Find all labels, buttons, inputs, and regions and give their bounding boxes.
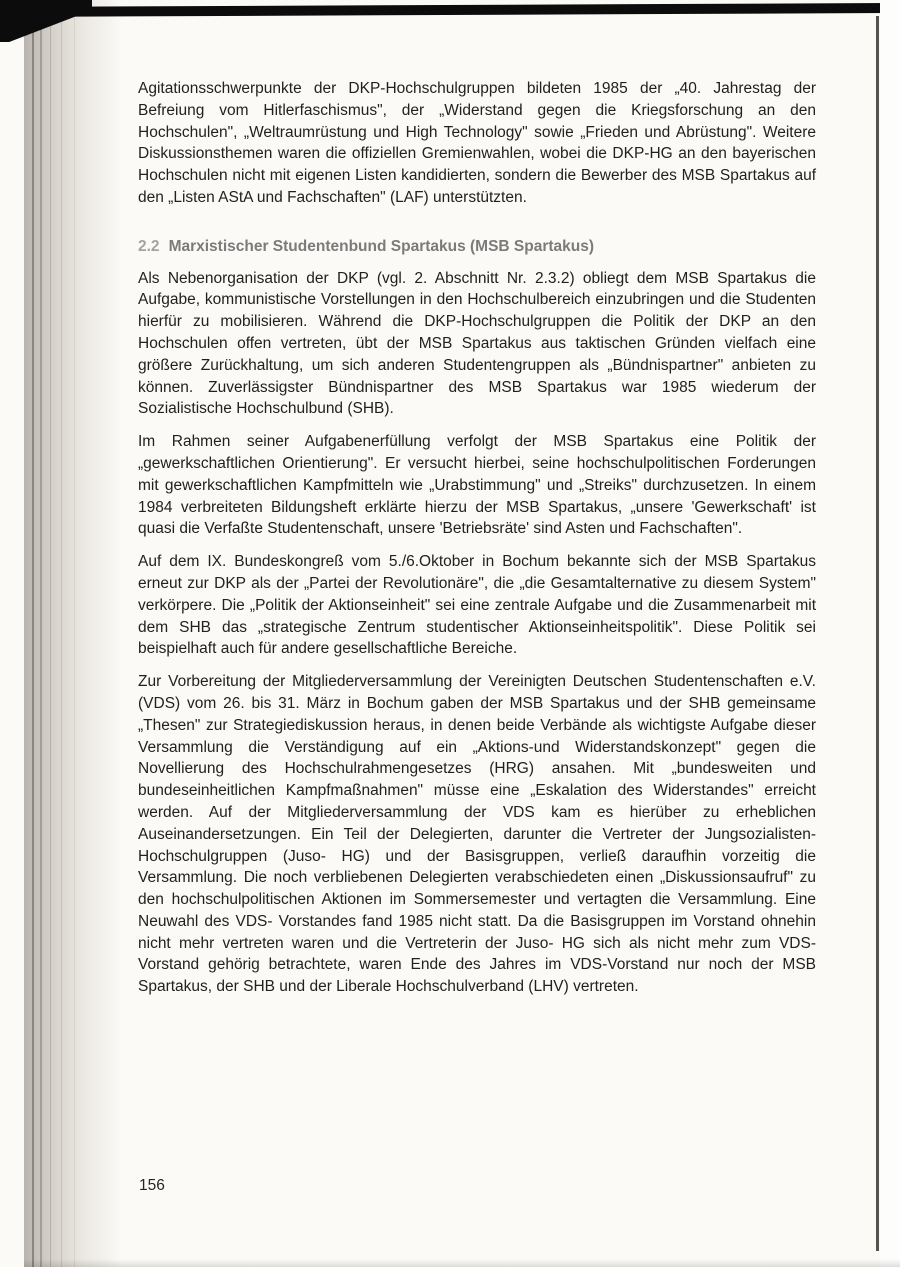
paragraph: Zur Vorbereitung der Mitgliederversammlung der Vereinigten Deutschen Studentenschaften e.V. (VDS) vom 26. bis 31. März in Bochum gaben der MSB Spartakus und der SHB gemeinsame „Thesen" zur Strategiediskussion heraus, in denen beide Verbände als wichtigste Aufgabe dieser Versammlung die Verständigung auf ein „Aktions-und Widerstandskonzept" gegen die Novellierung des Hochschulrahmengesetzes (HRG) ansahen. Mit „bundesweiten und bundeseinheitlichen Kampfmaßnahmen" müsse eine „Eskalation des Widerstandes" erreicht werden. Auf der Mitgliederversammlung der VDS kam es hierüber zu erheblichen Auseinandersetzungen. Ein Teil der Delegierten, darunter die Vertreter der Jungsozialisten-Hochschulgruppen (Juso- HG) und der Basisgruppen, verließ daraufhin vorzeitig die Versammlung. Die noch verbliebenen Delegierten verabschiedeten einen „Diskussionsaufruf" zu den hochschulpolitischen Aktionen im Sommersemester und vertagten die Versammlung. Eine Neuwahl des VDS- Vorstandes fand 1985 nicht statt. Da die Basisgruppen im Vorstand ohnehin nicht mehr vertreten waren und die Vertreterin der Juso- HG sich als nicht mehr zum VDS-Vorstand gehörig betrachtete, waren Ende des Jahres im VDS-Vorstand nur noch der MSB Spartakus, der SHB und der Liberale Hochschulverband (LHV) vertreten. — [138, 673, 816, 996]
scan-right-margin — [880, 0, 900, 1267]
binding-streak — [61, 0, 62, 1267]
section-title: Marxistischer Studentenbund Spartakus (MSB Spartakus) — [168, 237, 595, 255]
paragraph: Im Rahmen seiner Aufgabenerfüllung verfolgt der MSB Spartakus eine Politik der „gewerkschaftlichen Orientierung". Er versucht hierbei, seine hochschulpolitischen Forderungen mit gewerkschaftlichen Kampfmitteln wie „Urabstimmung" und „Streiks" durchzusetzen. In einem 1984 verbreiteten Bildungsheft erklärte hierzu der MSB Spartakus, „unsere 'Gewerkschaft' ist quasi die Verfaßte Studentenschaft, unsere 'Betriebsräte' sind Asten und Fachschaften". — [138, 433, 816, 538]
paragraph-intro: Agitationsschwerpunkte der DKP-Hochschulgruppen bildeten 1985 der „40. Jahrestag der Befreiung vom Hitlerfaschismus", der „Widerstand gegen die Kriegsforschung an den Hochschulen", „Weltraumrüstung und High Technology" sowie „Frieden und Abrüstung". Weitere Diskussionsthemen waren die offiziellen Gremienwahlen, wobei die DKP-HG an den bayerischen Hochschulen nicht mit eigenen Listen kandidierten, sondern die Bewerber des MSB Spartakus auf den „Listen AStA und Fachschaften" (LAF) unterstützten. — [138, 80, 816, 206]
binding-streak — [74, 0, 75, 1267]
scan-top-edge — [26, 3, 900, 17]
binding-streak — [32, 0, 34, 1267]
page-right-edge-line — [876, 16, 879, 1251]
paragraph: Auf dem IX. Bundeskongreß vom 5./6.Oktober in Bochum bekannte sich der MSB Spartakus erneut zur DKP als der „Partei der Revolutionäre", die „die Gesamtalternative zu diesem System" verkörpere. Die „Politik der Aktionseinheit" sei eine zentrale Aufgabe und die Zusammenarbeit mit dem SHB das „strategische Zentrum studentischer Aktionseinheitspolitik". Diese Politik sei beispielhaft auch für andere gesellschaftliche Bereiche. — [138, 553, 816, 658]
book-binding-shadow — [24, 0, 122, 1267]
scan-bottom-shadow — [24, 1259, 900, 1267]
section-number: 2.2 — [138, 237, 160, 255]
binding-streak — [50, 0, 51, 1267]
paragraph: Als Nebenorganisation der DKP (vgl. 2. Abschnitt Nr. 2.3.2) obliegt dem MSB Spartakus die Aufgabe, kommunistische Vorstellungen in den Hochschulbereich einzubringen und die Studenten hierfür zu mobilisieren. Während die DKP-Hochschulgruppen die Politik der DKP an den Hochschulen offen vertreten, übt der MSB Spartakus aus taktischen Gründen vielfach eine größere Zurückhaltung, um sich anderen Studentengruppen als „Bündnispartner" anbieten zu können. Zuverlässigster Bündnispartner des MSB Spartakus war 1985 wiederum der Sozialistische Hochschulbund (SHB). — [138, 269, 816, 418]
binding-streak — [40, 0, 42, 1267]
section-heading — [138, 236, 816, 258]
page-number: 156 — [139, 1177, 165, 1194]
page-text-block — [138, 78, 816, 1009]
